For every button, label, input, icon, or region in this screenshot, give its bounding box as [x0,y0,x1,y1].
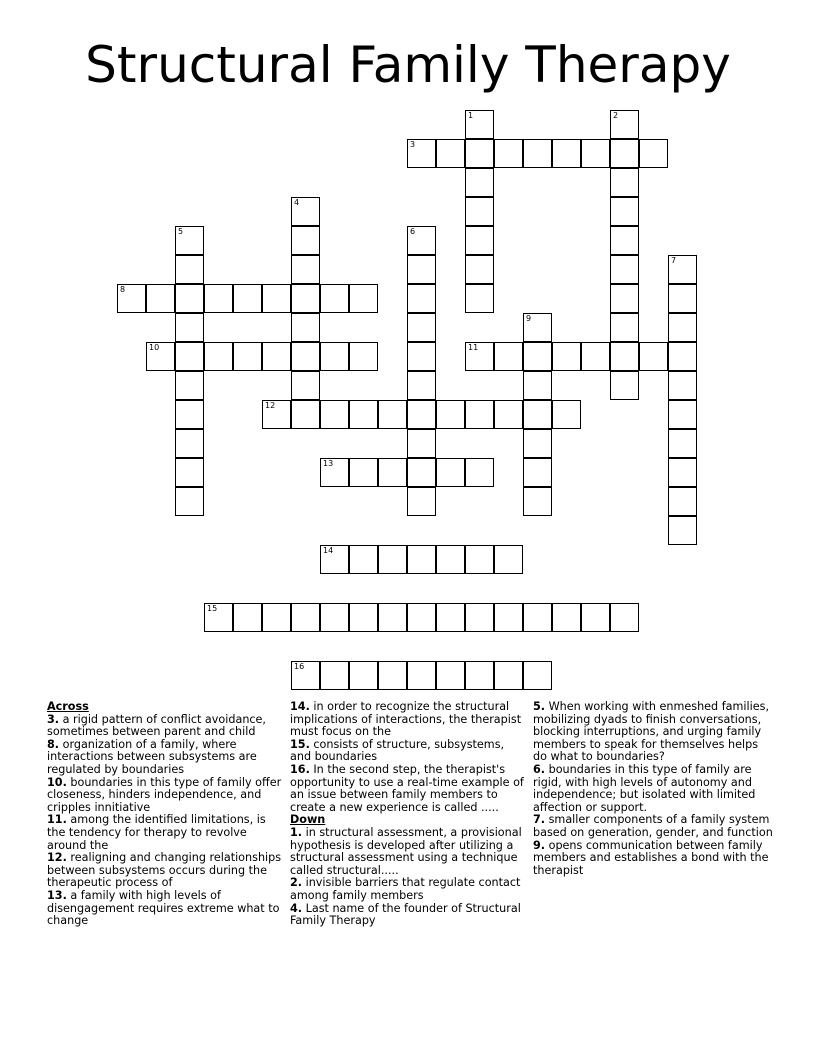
grid-cell[interactable] [465,661,494,690]
clue-number: 5 [178,227,184,236]
grid-cell[interactable] [465,400,494,429]
grid-cell[interactable] [262,342,291,371]
grid-cell[interactable] [320,661,349,690]
across-clue [47,739,287,777]
grid-cell[interactable] [668,400,697,429]
grid-cell[interactable] [175,429,204,458]
grid-cell[interactable] [581,139,610,168]
grid-cell[interactable] [175,458,204,487]
grid-cell[interactable] [668,255,697,284]
down-clue [533,814,773,839]
grid-cell[interactable] [436,545,465,574]
grid-cell[interactable] [291,400,320,429]
clue-number: 11. [47,813,67,827]
down-clue [533,701,773,764]
grid-cell[interactable] [465,458,494,487]
grid-cell[interactable] [175,284,204,313]
clue-number: 9. [533,838,546,852]
grid-cell[interactable] [320,342,349,371]
grid-cell[interactable] [233,342,262,371]
grid-cell[interactable] [407,545,436,574]
grid-cell[interactable] [436,400,465,429]
grid-cell[interactable] [378,603,407,632]
grid-cell[interactable] [407,313,436,342]
grid-cell[interactable] [523,458,552,487]
grid-cell[interactable] [291,226,320,255]
grid-cell[interactable] [407,255,436,284]
clue-text: among the identified limitations, is the tendency for therapy to revolve around the [47,813,266,852]
clue-number: 4 [294,198,300,207]
grid-cell[interactable] [233,603,262,632]
grid-cell[interactable] [552,139,581,168]
clue-number: 13. [47,888,67,902]
clue-number: 16 [294,662,305,671]
clue-text: opens communication between family members and establishes a bond with the therapist [533,838,769,877]
grid-cell[interactable] [523,313,552,342]
grid-cell[interactable] [349,400,378,429]
clue-number: 9 [526,314,532,323]
grid-cell[interactable] [407,226,436,255]
grid-cell[interactable] [291,342,320,371]
clue-text: When working with enmeshed families, mobilizing dyads to finish conversations, blocking interruptions, and urging family members to speak for themselves helps do what to boundaries? [533,700,770,764]
grid-cell[interactable] [552,400,581,429]
grid-cell[interactable] [494,545,523,574]
grid-cell[interactable] [349,661,378,690]
grid-cell[interactable] [175,400,204,429]
grid-cell[interactable] [581,603,610,632]
grid-cell[interactable] [407,400,436,429]
grid-cell[interactable] [523,487,552,516]
grid-cell[interactable] [349,603,378,632]
grid-cell[interactable] [668,313,697,342]
grid-cell[interactable] [581,342,610,371]
grid-cell[interactable] [494,603,523,632]
clue-number: 10 [149,343,160,352]
grid-cell[interactable] [465,342,494,371]
grid-cell[interactable] [610,139,639,168]
down-clue [290,877,526,902]
clue-text: Last name of the founder of Structural Family Therapy [290,901,521,928]
grid-cell[interactable] [175,255,204,284]
grid-cell[interactable] [407,342,436,371]
grid-cell[interactable] [523,429,552,458]
grid-cell[interactable] [494,400,523,429]
grid-cell[interactable] [465,603,494,632]
grid-cell[interactable] [291,371,320,400]
grid-cell[interactable] [407,429,436,458]
clue-number: 1. [290,825,303,839]
grid-cell[interactable] [610,168,639,197]
grid-cell[interactable] [320,400,349,429]
grid-cell[interactable] [523,371,552,400]
grid-cell[interactable] [436,661,465,690]
clue-text: in structural assessment, a provisional hypothesis is developed after utilizing a structural assessment using a technique called structural..... [290,825,522,877]
grid-cell[interactable] [349,284,378,313]
grid-cell[interactable] [320,458,349,487]
clue-number: 5. [533,700,546,713]
grid-cell[interactable] [262,284,291,313]
grid-cell[interactable] [175,342,204,371]
grid-cell[interactable] [668,516,697,545]
clue-text: invisible barriers that regulate contact among family members [290,876,521,902]
grid-cell[interactable] [552,603,581,632]
grid-cell[interactable] [291,255,320,284]
clue-text: organization of a family, where interactions between subsystems are regulated by boundaries [47,737,257,776]
grid-cell[interactable] [204,603,233,632]
grid-cell[interactable] [436,458,465,487]
clue-number: 14 [323,546,334,555]
grid-cell[interactable] [523,400,552,429]
clue-number: 3. [47,712,60,726]
grid-cell[interactable] [523,603,552,632]
clue-number: 16. [290,762,310,776]
grid-cell[interactable] [204,342,233,371]
grid-cell[interactable] [639,342,668,371]
clue-text: In the second step, the therapist's opportunity to use a real-time example of an issue between family members to create a new experience is called ..... [290,762,524,814]
page-title: Structural Family Therapy [85,36,731,94]
clue-number: 1 [468,111,474,120]
grid-cell[interactable] [668,429,697,458]
grid-cell[interactable] [378,545,407,574]
clue-text: boundaries in this type of family offer closeness, hinders independence, and cripples innitiative [47,775,282,814]
clue-number: 6. [533,762,546,776]
grid-cell[interactable] [610,371,639,400]
clue-number: 12 [265,401,276,410]
grid-cell[interactable] [175,226,204,255]
grid-cell[interactable] [465,168,494,197]
grid-cell[interactable] [407,458,436,487]
clue-number: 12. [47,851,67,865]
clue-text: in order to recognize the structural implications of interactions, the therapist must focus on the [290,700,522,739]
grid-cell[interactable] [610,284,639,313]
across-clue [47,890,287,928]
down-clue [290,827,526,877]
grid-cell[interactable] [291,197,320,226]
grid-cell[interactable] [320,603,349,632]
down-clue [533,764,773,814]
grid-cell[interactable] [610,197,639,226]
grid-cell[interactable] [523,661,552,690]
clue-number: 4. [290,901,303,915]
clue-text: boundaries in this type of family are rigid, with high levels of autonomy and independence; but isolated with limited affection or support. [533,762,756,814]
grid-cell[interactable] [407,139,436,168]
grid-cell[interactable] [494,139,523,168]
grid-cell[interactable] [175,371,204,400]
clue-text: consists of structure, subsystems, and boundaries [290,737,505,764]
grid-cell[interactable] [465,110,494,139]
grid-cell[interactable] [668,458,697,487]
grid-cell[interactable] [349,545,378,574]
clue-number: 3 [410,140,416,149]
clue-text: a family with high levels of disengagement requires extreme what to change [47,888,280,928]
across-header: Across [47,700,89,713]
grid-cell[interactable] [668,487,697,516]
clue-column-1 [47,701,287,928]
grid-cell[interactable] [639,139,668,168]
grid-cell[interactable] [320,545,349,574]
across-clue [47,714,287,739]
clue-number: 11 [468,343,479,352]
grid-cell[interactable] [552,342,581,371]
clue-column-2 [290,701,526,928]
clue-number: 8. [47,737,60,751]
across-clue [290,764,526,814]
grid-cell[interactable] [320,284,349,313]
clue-number: 15. [290,737,310,751]
grid-cell[interactable] [465,284,494,313]
grid-cell[interactable] [146,284,175,313]
clue-number: 13 [323,459,334,468]
clue-number: 6 [410,227,416,236]
down-clue [290,903,526,928]
grid-cell[interactable] [668,342,697,371]
grid-cell[interactable] [610,313,639,342]
grid-cell[interactable] [291,661,320,690]
grid-cell[interactable] [610,342,639,371]
grid-cell[interactable] [523,342,552,371]
grid-cell[interactable] [465,197,494,226]
clue-number: 8 [120,285,126,294]
grid-cell[interactable] [494,342,523,371]
grid-cell[interactable] [378,400,407,429]
across-clue [47,777,287,815]
grid-cell[interactable] [407,284,436,313]
grid-cell[interactable] [378,458,407,487]
grid-cell[interactable] [233,284,262,313]
across-clue [290,739,526,764]
grid-cell[interactable] [523,139,552,168]
grid-cell[interactable] [668,284,697,313]
across-clue [47,814,287,852]
clue-text: smaller components of a family system based on generation, gender, and function [533,813,773,839]
grid-cell[interactable] [146,342,175,371]
grid-cell[interactable] [262,400,291,429]
grid-cell[interactable] [175,313,204,342]
clue-number: 7 [671,256,677,265]
grid-cell[interactable] [291,313,320,342]
grid-cell[interactable] [349,458,378,487]
grid-cell[interactable] [378,661,407,690]
grid-cell[interactable] [175,487,204,516]
across-clue [290,701,526,739]
grid-cell[interactable] [436,603,465,632]
down-header: Down [290,813,326,827]
clue-text: a rigid pattern of conflict avoidance, sometimes between parent and child [47,712,266,739]
grid-cell[interactable] [407,661,436,690]
grid-cell[interactable] [436,139,465,168]
grid-cell[interactable] [465,545,494,574]
grid-cell[interactable] [262,603,291,632]
grid-cell[interactable] [668,371,697,400]
grid-cell[interactable] [204,284,233,313]
grid-cell[interactable] [291,284,320,313]
grid-cell[interactable] [117,284,146,313]
grid-cell[interactable] [465,255,494,284]
clue-number: 14. [290,700,310,713]
grid-cell[interactable] [610,226,639,255]
grid-cell[interactable] [494,661,523,690]
grid-cell[interactable] [465,226,494,255]
clue-number: 10. [47,775,67,789]
clue-number: 7. [533,813,546,827]
down-clue [533,840,773,878]
grid-cell[interactable] [610,603,639,632]
grid-cell[interactable] [291,603,320,632]
grid-cell[interactable] [610,110,639,139]
clue-column-3 [533,701,773,877]
grid-cell[interactable] [407,371,436,400]
grid-cell[interactable] [465,139,494,168]
grid-cell[interactable] [610,255,639,284]
clue-number: 2 [613,111,619,120]
across-clue [47,852,287,890]
grid-cell[interactable] [349,342,378,371]
clue-number: 2. [290,876,303,890]
clue-text: realigning and changing relationships between subsystems occurs during the therapeutic process of [47,851,282,890]
clue-number: 15 [207,604,218,613]
grid-cell[interactable] [407,487,436,516]
grid-cell[interactable] [407,603,436,632]
